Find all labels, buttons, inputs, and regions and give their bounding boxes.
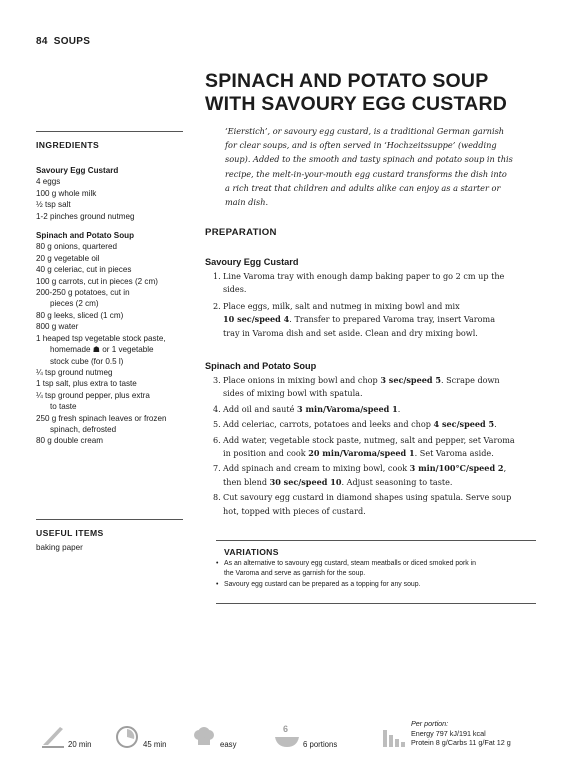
useful-items-heading: USEFUL ITEMS xyxy=(36,528,104,538)
step-8: 8. Cut savoury egg custard in diamond shapes using spatula. Serve soup hot, topped with pieces of custard. xyxy=(213,492,512,516)
intro-line: for clear soups, and is often served in ‘Hochzeitssuppe’ (wedding xyxy=(225,140,497,151)
ingredient-group-title: Savoury Egg Custard xyxy=(36,166,119,175)
ingredient-item: 80 g double cream xyxy=(36,436,104,446)
title-line-2: WITH SAVOURY EGG CUSTARD xyxy=(205,93,508,115)
difficulty: easy xyxy=(220,740,237,749)
ingredient-item-continued: to taste xyxy=(50,402,77,412)
ingredient-item: 200-250 g potatoes, cut in xyxy=(36,288,130,298)
variations-top-rule xyxy=(216,540,536,541)
intro-line: soup). Added to the smooth and tasty spinach and potato soup in this xyxy=(225,154,513,165)
step-1: 1. Line Varoma tray with enough damp baking paper to go 2 cm up the sides. xyxy=(213,271,505,295)
portions: 6 portions xyxy=(303,740,338,749)
prep-time: 20 min xyxy=(68,740,92,749)
intro-line: a rich treat that children and adults alike can enjoy as a starter or xyxy=(225,182,501,193)
section-name: SOUPS xyxy=(53,36,91,47)
step-5: 5. Add celeriac, carrots, potatoes and leeks and chop 4 sec/speed 5. xyxy=(213,419,497,430)
knife-icon xyxy=(40,723,66,749)
ingredient-item: 80 g onions, quartered xyxy=(36,242,117,252)
recipe-title xyxy=(205,70,545,116)
useful-items-text: baking paper xyxy=(36,543,83,552)
ingredient-item: 250 g fresh spinach leaves or frozen xyxy=(36,413,167,423)
bowl-icon xyxy=(273,734,301,748)
ingredients-heading: INGREDIENTS xyxy=(36,140,100,150)
ingredient-item: ¼ tsp ground nutmeg xyxy=(36,367,113,377)
running-head xyxy=(36,36,90,47)
title-line-1: SPINACH AND POTATO SOUP xyxy=(205,70,489,92)
useful-items-rule xyxy=(36,519,183,520)
timer-icon xyxy=(115,724,139,748)
total-time: 45 min xyxy=(143,740,167,749)
ingredients-rule xyxy=(36,131,183,132)
step-4: 4. Add oil and sauté 3 min/Varoma/speed 1. xyxy=(213,403,401,414)
custard-steps xyxy=(213,270,543,340)
step-3: 3. Place onions in mixing bowl and chop 3 sec/speed 5. Scrape down sides of mixing bowl with spatula. xyxy=(213,375,500,399)
ingredient-item: ¼ tsp ground pepper, plus extra xyxy=(36,390,150,400)
ingredient-item-continued: stock cube (for 0.5 l) xyxy=(50,356,124,366)
custard-subheading: Savoury Egg Custard xyxy=(205,257,299,267)
ingredient-item: 4 eggs xyxy=(36,177,61,187)
ingredient-item: 80 g leeks, sliced (1 cm) xyxy=(36,310,124,320)
page-number: 84 xyxy=(36,36,48,47)
soup-steps xyxy=(213,374,543,518)
step-6: 6. Add water, vegetable stock paste, nutmeg, salt and pepper, set Varoma in position and cook 20 min/Varoma/speed 1. Set Varoma aside. xyxy=(213,434,515,459)
energy-value: Energy 797 kJ/191 kcal xyxy=(411,728,486,738)
ingredient-item: 40 g celeriac, cut in pieces xyxy=(36,265,132,275)
ingredient-item: 100 g carrots, cut in pieces (2 cm) xyxy=(36,276,158,286)
step-7: 7. Add spinach and cream to mixing bowl, cook 3 min/100°C/speed 2, then blend 30 sec/speed 10. Adjust seasoning to taste. xyxy=(213,463,507,487)
variation-item: • Savoury egg custard can be prepared as a topping for any soup. xyxy=(216,581,421,588)
portions-number-icon: 6 xyxy=(283,724,289,734)
intro-line: recipe, the melt-in-your-mouth egg custard transforms the dish into xyxy=(225,168,507,179)
ingredient-item: 1 tsp salt, plus extra to taste xyxy=(36,379,137,389)
intro-line: ‘Eierstich’, or savoury egg custard, is a traditional German garnish xyxy=(225,126,505,136)
recipe-intro xyxy=(225,124,543,209)
ingredient-item: 20 g vegetable oil xyxy=(36,253,100,263)
ingredient-item: 1-2 pinches ground nutmeg xyxy=(36,211,135,221)
intro-line: main dish. xyxy=(225,197,269,208)
bar-chart-icon xyxy=(382,724,406,748)
per-portion-label: Per portion: xyxy=(411,719,449,728)
nutrients-value: Protein 8 g/Carbs 11 g/Fat 12 g xyxy=(411,738,511,747)
ingredient-group-title: Spinach and Potato Soup xyxy=(36,231,135,241)
ingredient-item-continued: spinach, defrosted xyxy=(50,424,117,434)
ingredient-item: ½ tsp salt xyxy=(36,200,71,210)
variations-bottom-rule xyxy=(216,603,536,604)
variations-list xyxy=(216,559,536,590)
nutrition-info xyxy=(411,719,511,748)
step-2: 2. Place eggs, milk, salt and nutmeg in mixing bowl and mix 10 sec/speed 4. Transfer to prepared Varoma tray, insert Varoma tray in Varoma dish and set aside. Clean and dry mixing bowl. xyxy=(213,300,496,338)
soup-subheading: Spinach and Potato Soup xyxy=(205,361,317,371)
chef-hat-icon xyxy=(192,727,216,747)
ingredient-item-continued: homemade ☗ or 1 vegetable xyxy=(50,345,154,355)
variation-item: • As an alternative to savoury egg custard, steam meatballs or diced smoked pork in the Varoma and serve as garnish for the soup. xyxy=(216,560,477,577)
preparation-heading: PREPARATION xyxy=(205,227,277,238)
ingredient-item: 800 g water xyxy=(36,322,79,332)
variations-heading: VARIATIONS xyxy=(224,547,279,557)
ingredient-item-continued: pieces (2 cm) xyxy=(50,299,99,309)
ingredients-list xyxy=(36,165,196,447)
ingredient-item: 100 g whole milk xyxy=(36,188,97,198)
ingredient-item: 1 heaped tsp vegetable stock paste, xyxy=(36,333,166,343)
